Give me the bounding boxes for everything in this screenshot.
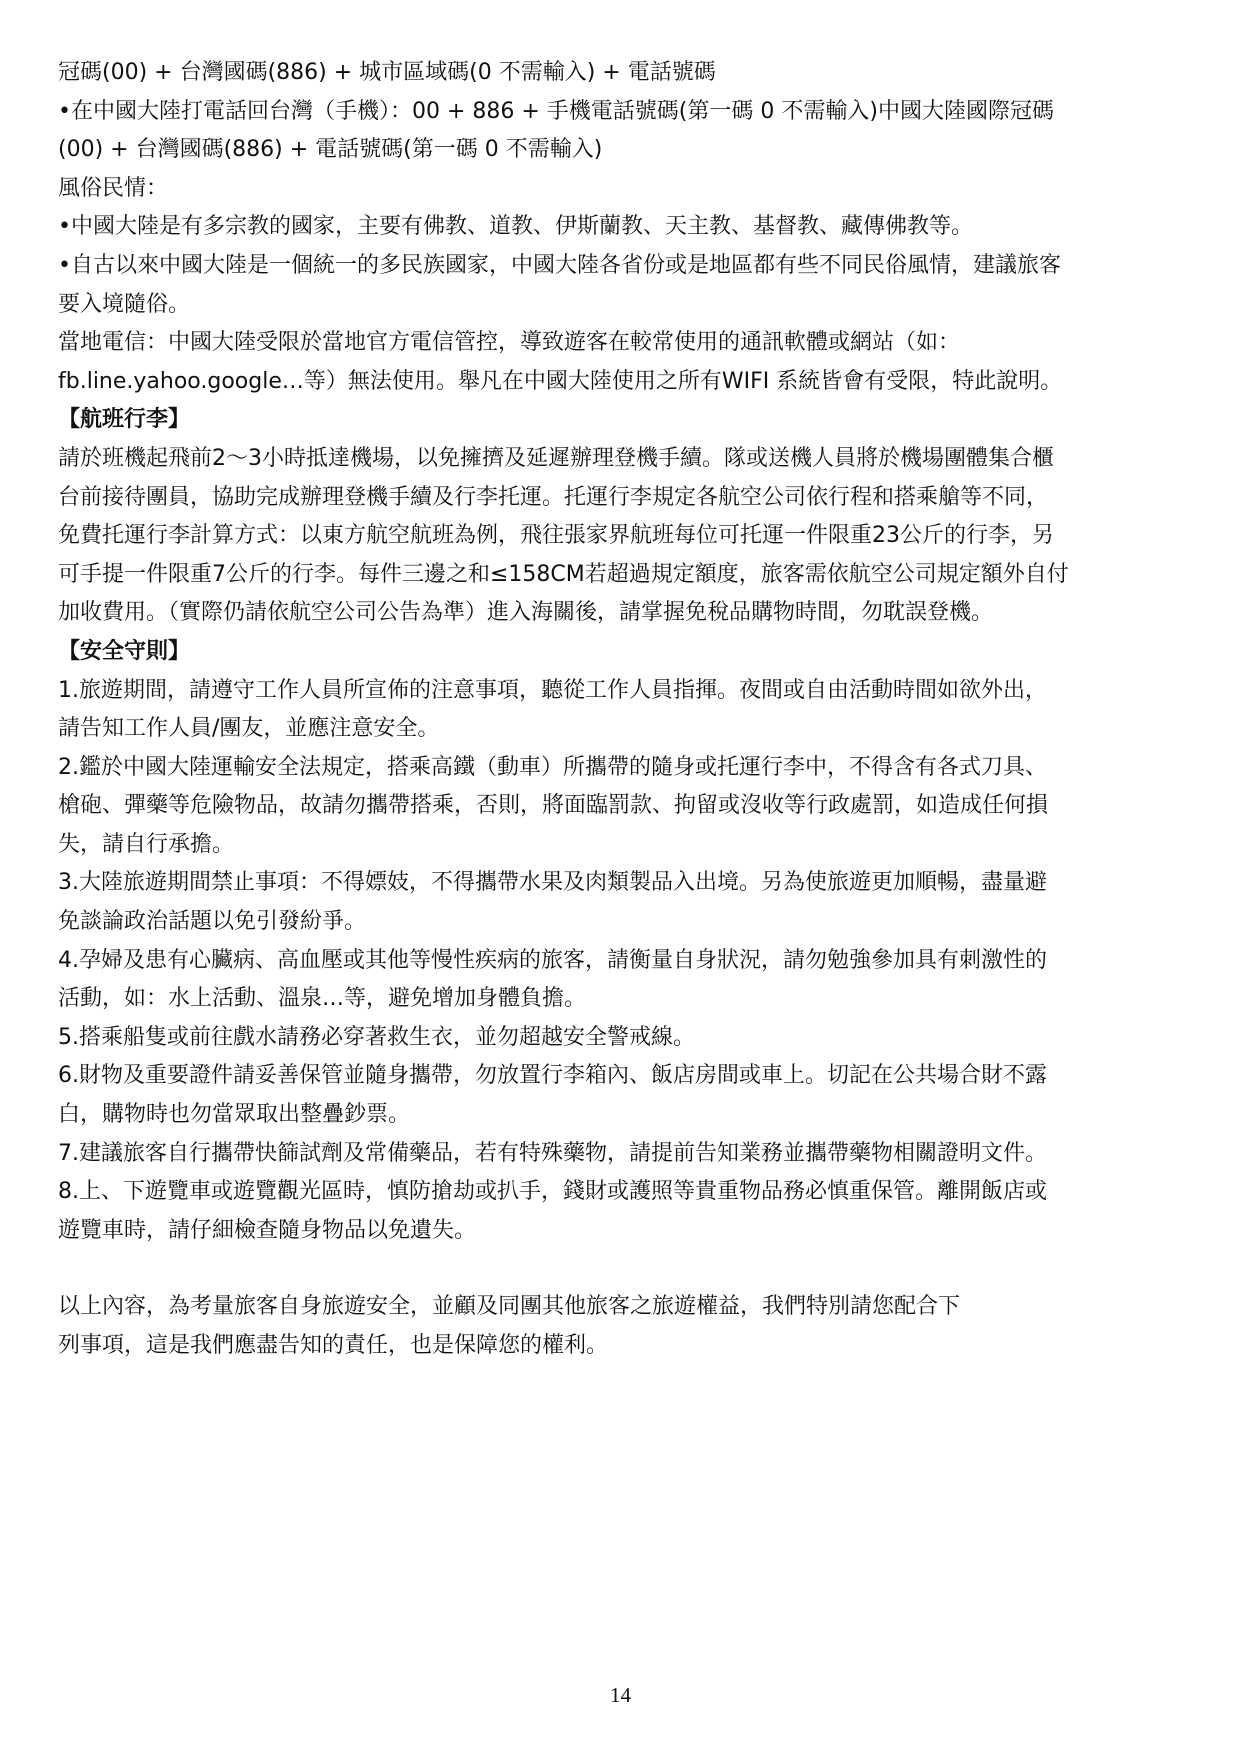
flight-baggage-line: 可手提一件限重7公斤的行李。每件三邊之和≤158CM若超過規定額度，旅客需依航空公司規定額外自付 [58, 561, 1069, 587]
telecom-section [58, 324, 1188, 401]
document-body [58, 54, 1188, 1366]
safety-rule-line: 3.大陸旅遊期間禁止事項：不得嫖妓，不得攜帶水果及肉類製品入出境。另為使旅遊更加順暢，盡量避 [58, 870, 1047, 896]
customs-label: 風俗民情： [58, 175, 169, 201]
safety-rule-line: 1.旅遊期間，請遵守工作人員所宣佈的注意事項，聽從工作人員指揮。夜間或自由活動時間如欲外出， [58, 677, 1047, 703]
flight-baggage-line: 免費托運行李計算方式：以東方航空航班為例，飛往張家界航班每位可托運一件限重23公斤的行李，另 [58, 523, 1054, 549]
telecom-line: 當地電信：中國大陸受限於當地官方電信管控，導致遊客在較常使用的通訊軟體或網站（如： [58, 330, 961, 356]
closing-section [58, 1288, 1188, 1365]
safety-rule-line: 白，購物時也勿當眾取出整疊鈔票。 [58, 1102, 411, 1128]
safety-rule-line: 失，請自行承擔。 [58, 831, 235, 857]
intro-line: 冠碼(00) + 台灣國碼(886) + 城市區域碼(0 不需輸入) + 電話號碼 [58, 60, 716, 85]
safety-rule-line: 免談論政治話題以免引發紛爭。 [58, 909, 367, 935]
flight-baggage-line: 請於班機起飛前2～3小時抵達機場，以免擁擠及延遲辦理登機手續。隊或送機人員將於機場團體集合櫃 [58, 445, 1054, 471]
safety-rule-line: 槍砲、彈藥等危險物品，故請勿攜帶搭乘，否則，將面臨罰款、拘留或沒收等行政處罰，如造成任何損 [58, 793, 1049, 819]
intro-line: (00) + 台灣國碼(886) + 電話號碼(第一碼 0 不需輸入) [58, 137, 603, 163]
safety-rule-line: 5.搭乘船隻或前往戲水請務必穿著救生衣，並勿超越安全警戒線。 [58, 1024, 695, 1050]
safety-rule-line: 6.財物及重要證件請妥善保管並隨身攜帶，勿放置行李箱內、飯店房間或車上。切記在公共場合財不露 [58, 1063, 1047, 1089]
safety-rule-line: 遊覽車時，請仔細檢查隨身物品以免遺失。 [58, 1217, 477, 1243]
customs-line: •中國大陸是有多宗教的國家，主要有佛教、道教、伊斯蘭教、天主教、基督教、藏傳佛教等。 [58, 214, 973, 240]
closing-line: 以上內容，為考量旅客自身旅遊安全，並顧及同團其他旅客之旅遊權益，我們特別請您配合下 [58, 1294, 961, 1320]
flight-baggage-line: 台前接待團員，協助完成辦理登機手續及行李托運。托運行李規定各航空公司依行程和搭乘艙等不同， [58, 484, 1049, 510]
safety-rules-heading: 【安全守則】 [58, 638, 191, 664]
customs-line: 要入境隨俗。 [58, 291, 191, 317]
safety-rule-line: 7.建議旅客自行攜帶快篩試劑及常備藥品，若有特殊藥物，請提前告知業務並攜帶藥物相關證明文件。 [58, 1140, 1047, 1166]
safety-rules-section [58, 633, 1188, 1251]
intro-line: •在中國大陸打電話回台灣（手機）：00 + 886 + 手機電話號碼(第一碼 0 不需輸入)中國大陸國際冠碼 [58, 98, 1054, 124]
flight-baggage-heading: 【航班行李】 [58, 407, 191, 433]
flight-baggage-section [58, 401, 1188, 633]
telecom-line: fb.line.yahoo.google…等）無法使用。舉凡在中國大陸使用之所有WIFI 系統皆會有受限，特此說明。 [58, 368, 1063, 394]
safety-rule-line: 活動，如：水上活動、溫泉…等，避免增加身體負擔。 [58, 986, 587, 1012]
safety-rule-line: 8.上、下遊覽車或遊覽觀光區時，慎防搶劫或扒手，錢財或護照等貴重物品務必慎重保管。離開飯店或 [58, 1179, 1047, 1205]
customs-section [58, 170, 1188, 324]
intro-section [58, 54, 1188, 170]
paragraph-spacer [58, 1250, 1188, 1288]
customs-line: •自古以來中國大陸是一個統一的多民族國家，中國大陸各省份或是地區都有些不同民俗風情，建議旅客 [58, 252, 1061, 278]
safety-rule-line: 2.鑑於中國大陸運輸安全法規定，搭乘高鐵（動車）所攜帶的隨身或托運行李中，不得含有各式刀具、 [58, 754, 1047, 780]
page-number: 14 [610, 1683, 631, 1707]
safety-rule-line: 4.孕婦及患有心臟病、高血壓或其他等慢性疾病的旅客，請衡量自身狀況，請勿勉強參加具有刺激性的 [58, 947, 1047, 973]
flight-baggage-line: 加收費用。（實際仍請依航空公司公告為準）進入海關後，請掌握免稅品購物時間，勿耽誤登機。 [58, 600, 994, 626]
safety-rule-line: 請告知工作人員/團友，並應注意安全。 [58, 716, 440, 742]
closing-line: 列事項，這是我們應盡告知的責任，也是保障您的權利。 [58, 1333, 609, 1358]
